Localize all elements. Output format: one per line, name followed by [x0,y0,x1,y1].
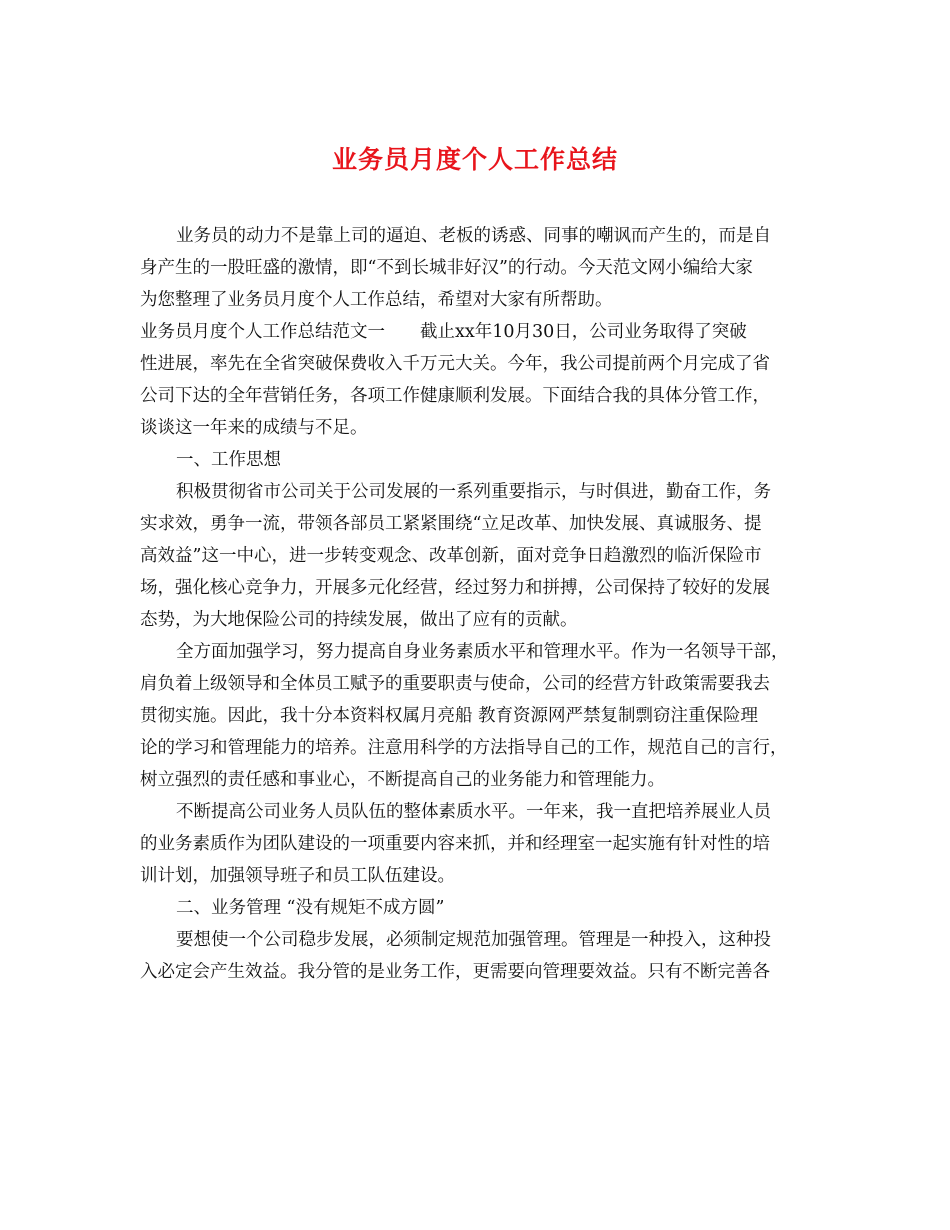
text-line: 性进展，率先在全省突破保费收入千万元大关。今年，我公司提前两个月完成了省 [140,354,770,374]
text-line: 贯彻实施。因此，我十分本资料权属月亮船 教育资源网严禁复制剽窃注重保险理 [140,706,759,726]
text-line: 训计划，加强领导班子和员工队伍建设。 [140,866,455,886]
text-line: 业务员的动力不是靠上司的逼迫、老板的诱惑、同事的嘲讽而产生的，而是自 [176,226,771,246]
text-line: 业务员月度个人工作总结范文一 截止xx年10月30日，公司业务取得了突破 [140,322,747,342]
text-line: 树立强烈的责任感和事业心，不断提高自己的业务能力和管理能力。 [140,770,665,790]
text-line: 一、工作思想 [176,450,281,470]
text-line: 要想使一个公司稳步发展，必须制定规范加强管理。管理是一种投入，这种投 [176,930,771,950]
document-body [140,220,830,988]
text-line: 全方面加强学习，努力提高自身业务素质水平和管理水平。作为一名领导干部， [176,642,789,662]
document-title: 业务员月度个人工作总结 [331,145,618,174]
text-line: 论的学习和管理能力的培养。注意用科学的方法指导自己的工作，规范自己的言行， [140,738,788,758]
text-line: 积极贯彻省市公司关于公司发展的一系列重要指示，与时俱进，勤奋工作，务 [176,482,771,502]
text-line: 为您整理了业务员月度个人工作总结，希望对大家有所帮助。 [140,290,613,310]
text-line: 身产生的一股旺盛的激情，即“不到长城非好汉”的行动。今天范文网小编给大家 [140,258,753,278]
text-line: 公司下达的全年营销任务，各项工作健康顺利发展。下面结合我的具体分管工作， [140,386,770,406]
text-line: 场，强化核心竞争力，开展多元化经营，经过努力和拼搏，公司保持了较好的发展 [140,578,770,598]
text-line: 入必定会产生效益。我分管的是业务工作，更需要向管理要效益。只有不断完善各 [140,962,770,982]
text-line: 肩负着上级领导和全体员工赋予的重要职责与使命，公司的经营方针政策需要我去 [140,674,770,694]
text-line: 的业务素质作为团队建设的一项重要内容来抓，并和经理室一起实施有针对性的培 [140,834,770,854]
text-line: 谈谈这一年来的成绩与不足。 [140,418,368,438]
text-line: 二、业务管理 “没有规矩不成方圆” [176,898,445,918]
text-line: 态势，为大地保险公司的持续发展，做出了应有的贡献。 [140,610,578,630]
text-line: 实求效，勇争一流，带领各部员工紧紧围绕“立足改革、加快发展、真诚服务、提 [140,514,762,534]
text-line: 高效益”这一中心，进一步转变观念、改革创新，面对竞争日趋激烈的临沂保险市 [140,546,762,566]
text-line: 不断提高公司业务人员队伍的整体素质水平。一年来，我一直把培养展业人员 [176,802,771,822]
